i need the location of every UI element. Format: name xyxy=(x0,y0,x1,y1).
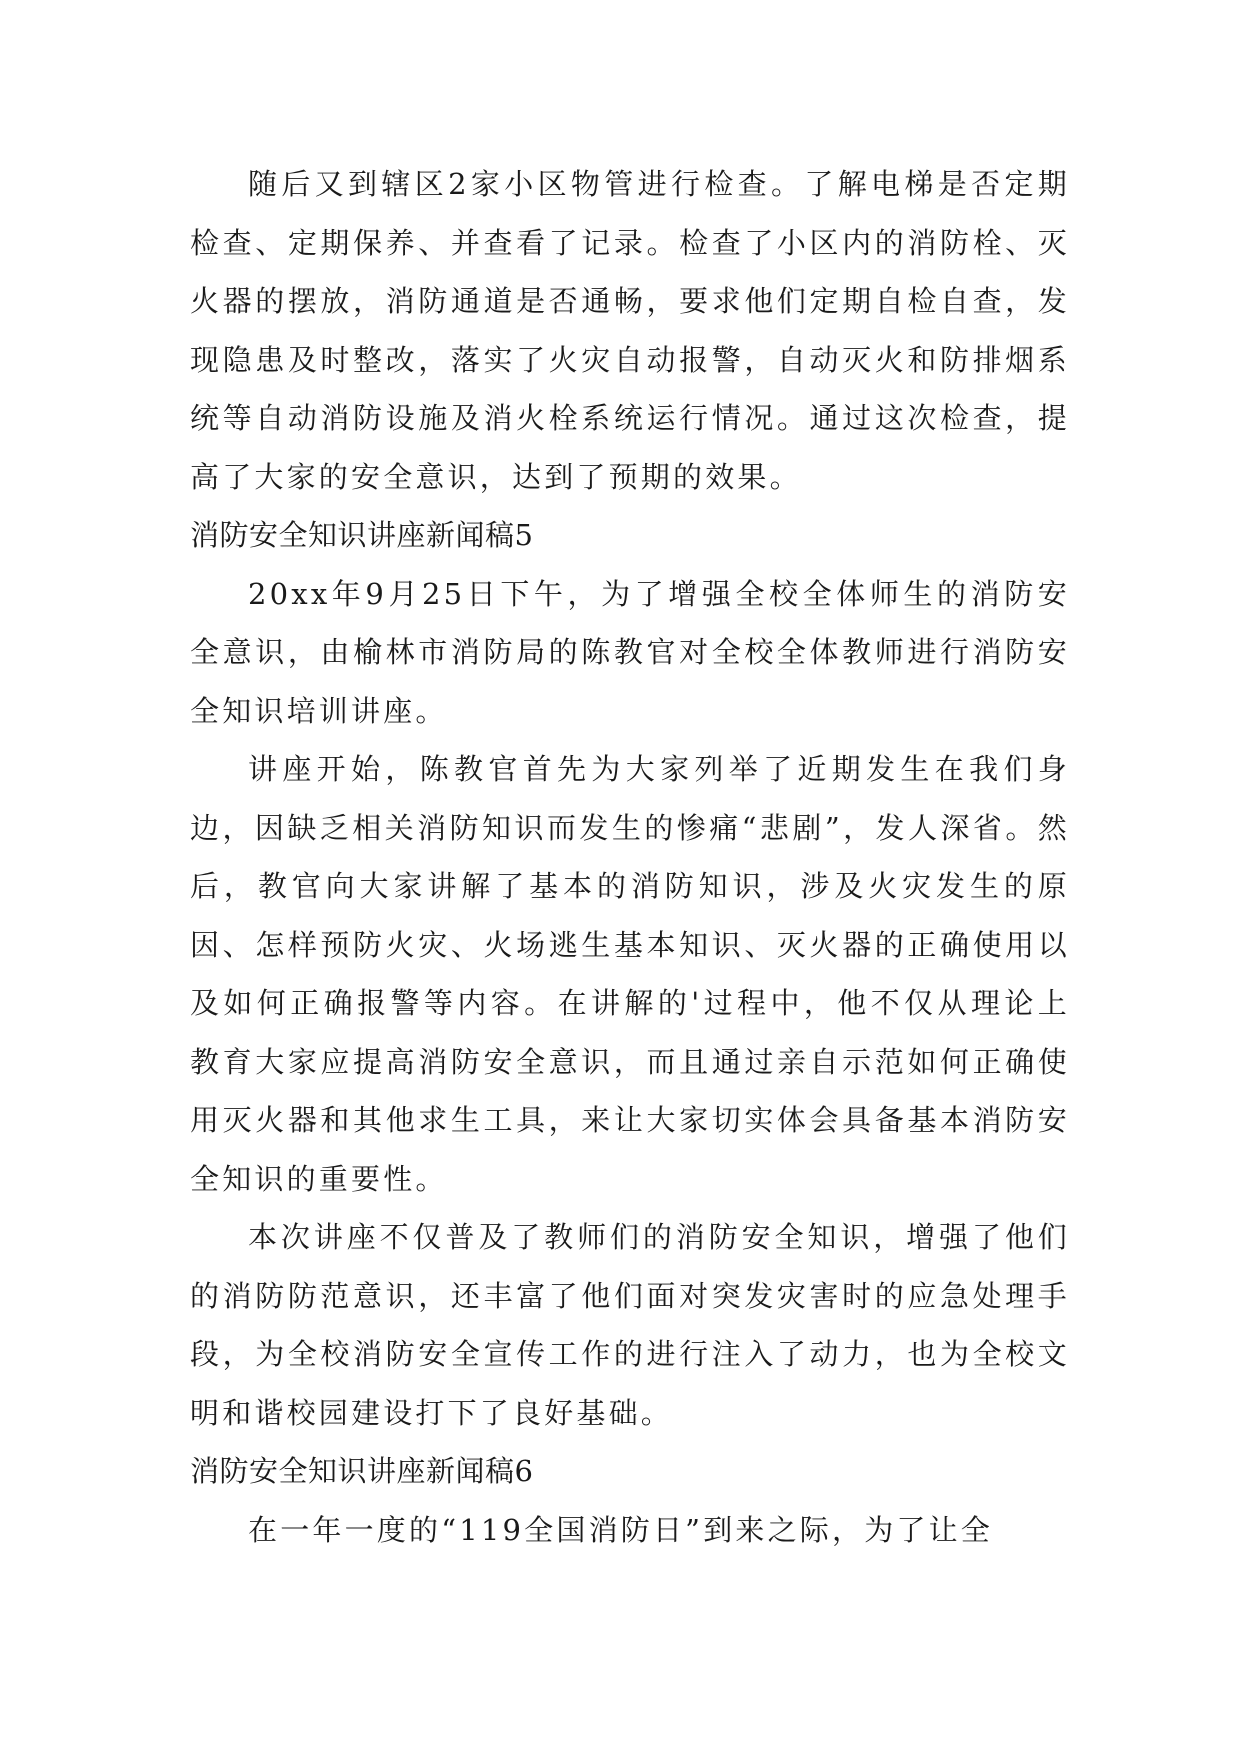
paragraph-inspection: 随后又到辖区2家小区物管进行检查。了解电梯是否定期检查、定期保养、并查看了记录。检查了小区内的消防栓、灭火器的摆放，消防通道是否通畅，要求他们定期自检自查，发现隐患及时整改，落实了火灾自动报警，自动灭火和防排烟系统等自动消防设施及消火栓系统运行情况。通过这次检查，提高了大家的安全意识，达到了预期的效果。 xyxy=(190,167,1070,494)
section-heading-5: 消防安全知识讲座新闻稿5 xyxy=(190,518,534,552)
document-body xyxy=(190,155,1070,1559)
paragraph-fire-day: 在一年一度的“119全国消防日”到来之际，为了让全 xyxy=(248,1512,994,1547)
section-heading-6: 消防安全知识讲座新闻稿6 xyxy=(190,1454,534,1488)
paragraph-lecture-summary: 本次讲座不仅普及了教师们的消防安全知识，增强了他们的消防防范意识，还丰富了他们面对突发灾害时的应急处理手段，为全校消防安全宣传工作的进行注入了动力，也为全校文明和谐校园建设打下了良好基础。 xyxy=(190,1220,1070,1430)
paragraph-lecture-intro: 20xx年9月25日下午，为了增强全校全体师生的消防安全意识，由榆林市消防局的陈教官对全校全体教师进行消防安全知识培训讲座。 xyxy=(190,576,1070,728)
paragraph-lecture-content: 讲座开始，陈教官首先为大家列举了近期发生在我们身边，因缺乏相关消防知识而发生的惨痛“悲剧”，发人深省。然后，教官向大家讲解了基本的消防知识，涉及火灾发生的原因、怎样预防火灾、火场逃生基本知识、灭火器的正确使用以及如何正确报警等内容。在讲解的'过程中，他不仅从理论上教育大家应提高消防安全意识，而且通过亲自示范如何正确使用灭火器和其他求生工具，来让大家切实体会具备基本消防安全知识的重要性。 xyxy=(190,752,1070,1196)
